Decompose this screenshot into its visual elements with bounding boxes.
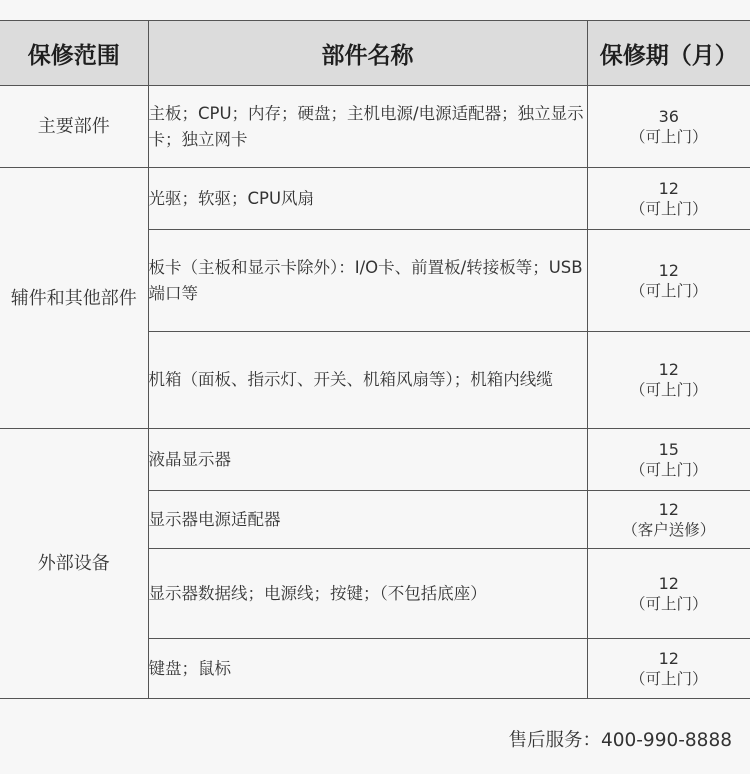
part-name-cell: 主板；CPU；内存；硬盘；主机电源/电源适配器；独立显示卡；独立网卡: [148, 86, 587, 168]
service-type: （可上门）: [629, 669, 708, 688]
service-type: （可上门）: [629, 127, 708, 146]
period-months: 12: [658, 648, 679, 668]
warranty-period-cell: [587, 639, 750, 699]
part-name-cell: 光驱；软驱；CPU风扇: [148, 168, 587, 230]
header-part-name: 部件名称: [148, 21, 587, 86]
warranty-period-cell: [587, 429, 750, 491]
period-months: 12: [658, 260, 679, 280]
part-name-cell: 键盘；鼠标: [148, 639, 587, 699]
table-row: [0, 86, 750, 168]
warranty-table: [0, 20, 750, 699]
part-name-cell: 机箱（面板、指示灯、开关、机箱风扇等）；机箱内线缆: [148, 332, 587, 429]
warranty-period-cell: [587, 230, 750, 332]
part-name-cell: 液晶显示器: [148, 429, 587, 491]
period-months: 36: [658, 106, 679, 126]
table-row: [0, 168, 750, 230]
warranty-period-cell: [587, 168, 750, 230]
service-type: （可上门）: [629, 281, 708, 300]
table-row: [0, 429, 750, 491]
scope-peripherals: 外部设备: [0, 429, 148, 699]
service-type: （可上门）: [629, 381, 708, 399]
scope-accessories: 辅件和其他部件: [0, 168, 148, 429]
service-hotline: 售后服务：400-990-8888: [508, 730, 732, 751]
part-name-cell: 显示器电源适配器: [148, 491, 587, 549]
warranty-period-cell: [587, 491, 750, 549]
service-type: （可上门）: [629, 460, 708, 479]
period-months: 12: [658, 178, 679, 198]
table-header-row: [0, 21, 750, 86]
part-name-cell: 显示器数据线；电源线；按键；（不包括底座）: [148, 549, 587, 639]
period-months: 12: [658, 360, 679, 379]
part-name-cell: 板卡（主板和显示卡除外）：I/O卡、前置板/转接板等；USB端口等: [148, 230, 587, 332]
period-months: 12: [658, 499, 679, 519]
warranty-period-cell: [587, 332, 750, 429]
header-period: 保修期（月）: [587, 21, 750, 86]
period-months: 15: [658, 439, 679, 459]
scope-main-parts: 主要部件: [0, 86, 148, 168]
service-type: （可上门）: [629, 199, 708, 218]
header-scope: 保修范围: [0, 21, 148, 86]
service-type: （客户送修）: [622, 520, 716, 539]
warranty-period-cell: [587, 549, 750, 639]
period-months: 12: [658, 573, 679, 593]
service-type: （可上门）: [629, 594, 708, 613]
warranty-period-cell: [587, 86, 750, 168]
